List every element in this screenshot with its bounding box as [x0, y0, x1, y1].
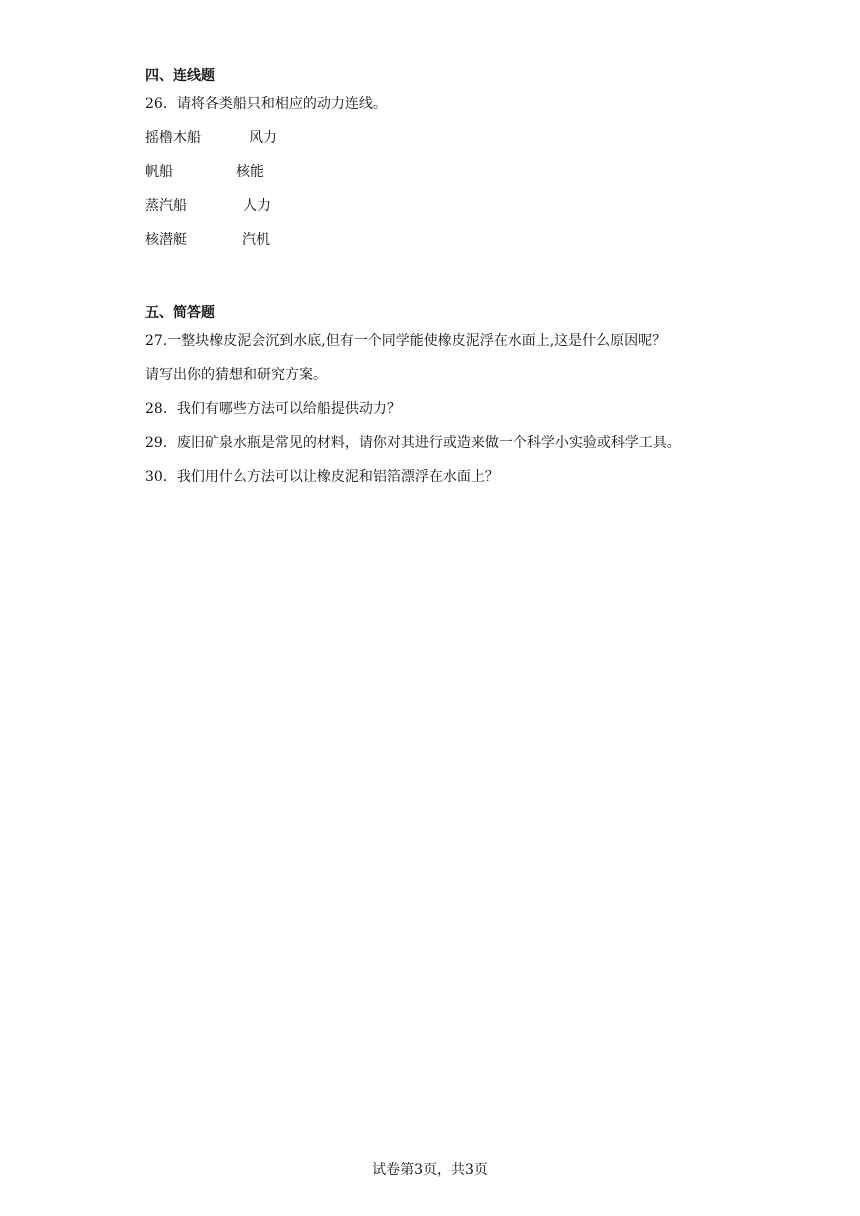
section-5-heading: 五、简答题: [145, 305, 215, 321]
question-29: 29．废旧矿泉水瓶是常见的材料，请你对其进行或造来做一个科学小实验或科学工具。: [145, 435, 681, 451]
ship-item: 蒸汽船: [145, 198, 187, 214]
ship-item: 帆船: [145, 164, 173, 180]
question-28: 28．我们有哪些方法可以给船提供动力？: [145, 401, 401, 417]
power-item: 风力: [249, 130, 277, 146]
power-item: 核能: [236, 164, 264, 180]
question-26: 26．请将各类船只和相应的动力连线。: [145, 96, 387, 112]
page-footer: 试卷第3页，共3页: [372, 1162, 488, 1178]
question-30: 30．我们用什么方法可以让橡皮泥和铝箔漂浮在水面上？: [145, 469, 499, 485]
ship-item: 核潜艇: [145, 232, 187, 248]
question-27-line-2: 请写出你的猜想和研究方案。: [145, 367, 327, 383]
ship-item: 摇橹木船: [145, 130, 201, 146]
section-4-heading: 四、连线题: [145, 68, 215, 84]
power-item: 汽机: [242, 232, 270, 248]
question-27-line-1: 27.一整块橡皮泥会沉到水底,但有一个同学能使橡皮泥浮在水面上,这是什么原因呢？: [145, 333, 667, 349]
power-item: 人力: [243, 198, 271, 214]
